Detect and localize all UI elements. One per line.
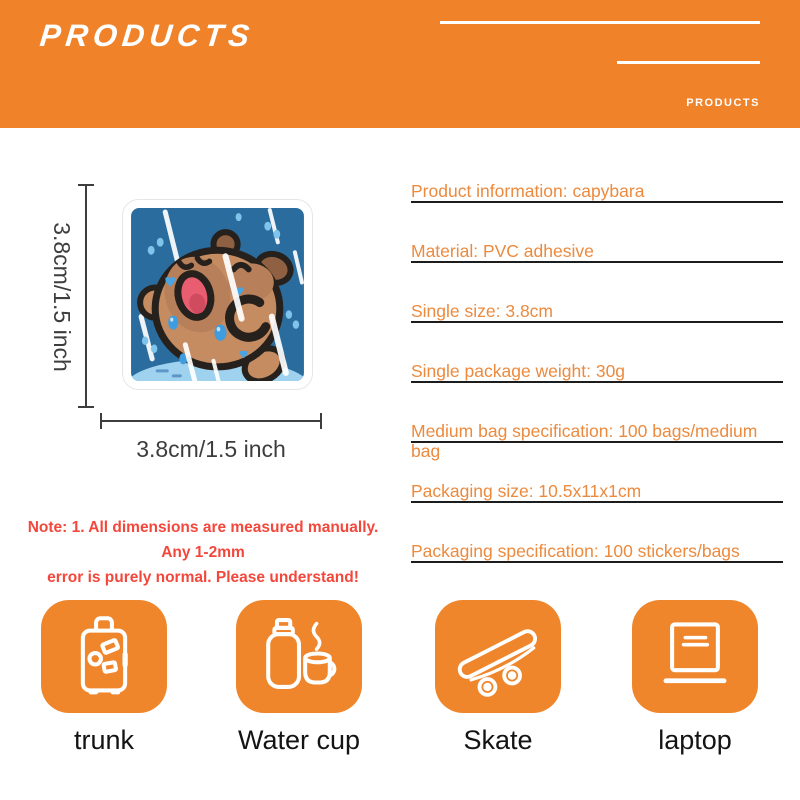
spec-row-package-weight [411,361,783,383]
header-banner [0,0,800,128]
spec-text: Packaging size: 10.5x11x1cm [411,481,642,501]
category-card-laptop [620,600,770,756]
decorative-line-middle [617,61,760,64]
spec-text: Medium bag specification: 100 bags/medium bag [411,421,758,461]
category-label: Water cup [237,725,361,755]
capybara-sticker-image [121,198,314,391]
spec-row-single-size [411,301,783,323]
spec-row-medium-bag [411,421,783,461]
decorative-line-top [440,21,760,24]
horizontal-dimension-cap-right [320,413,322,429]
note-line-2: error is purely normal. Please understand! [47,568,359,586]
horizontal-dimension-line [100,420,322,422]
page-title: PRODUCTS [38,18,256,53]
spec-row-packaging-spec [411,541,783,563]
spec-row-packaging-size [411,481,783,503]
spec-text: Packaging specification: 100 stickers/bags [411,541,740,561]
note-line-1: Note: 1. All dimensions are measured manually. Any 1-2mm [27,519,379,561]
disclaimer-note [14,516,392,590]
vertical-dimension-line [85,185,87,407]
category-tile [41,600,167,713]
thermos-cup-icon [255,613,343,701]
spec-text: Single package weight: 30g [411,361,626,381]
skateboard-icon [454,613,542,701]
spec-text: Product information: capybara [411,181,645,201]
category-tile [236,600,362,713]
header-watermark: PRODUCTS [686,97,760,109]
suitcase-icon [60,613,148,701]
category-card-skate [423,600,573,756]
spec-text: Single size: 3.8cm [411,301,554,321]
vertical-size-label: 3.8cm/1.5 inch [49,222,75,372]
vertical-dimension-cap-bottom [78,406,94,408]
capybara-sticker-art [121,198,314,391]
category-label: trunk [73,725,135,755]
category-card-water-cup [224,600,374,756]
horizontal-size-label: 3.8cm/1.5 inch [136,436,286,462]
category-tile [632,600,758,713]
category-label: Skate [463,725,533,755]
spec-row-product-information [411,181,783,203]
category-card-trunk [29,600,179,756]
category-label: laptop [658,725,732,755]
category-tile [435,600,561,713]
spec-text: Material: PVC adhesive [411,241,594,261]
laptop-icon [651,613,739,701]
spec-row-material [411,241,783,263]
